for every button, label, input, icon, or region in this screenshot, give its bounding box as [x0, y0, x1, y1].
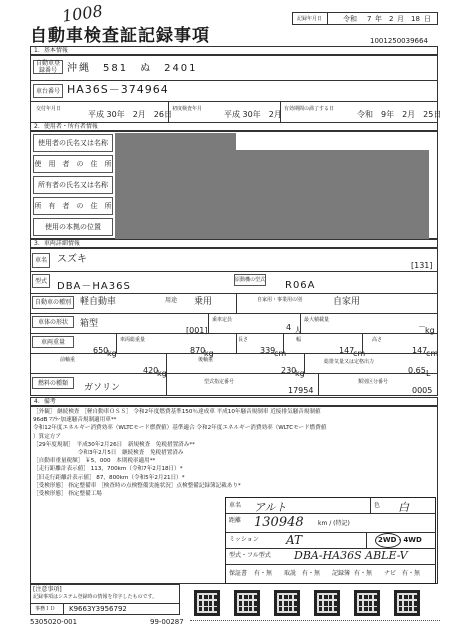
memo-chassis-value: DBA-HA36S ABLE-V: [294, 549, 408, 562]
memo-name-value: アルト: [254, 501, 287, 514]
qr-code-icon: [274, 590, 300, 616]
engine-label: 原動機の型式: [234, 274, 266, 286]
memo-chassis-label: 型式・フル型式: [229, 552, 271, 559]
shape-code: [001]: [186, 326, 208, 335]
remarks-line: ［外観］ 継続検査 ［軽自動車ＯＳＳ］ 令和2年度燃費基準150％達成車 平成10年騒音規制車 近接排気騒音規制値: [33, 409, 321, 415]
first-reg-label: 初度検査年月: [172, 106, 203, 112]
owner-row-label: 所 有 者 の 住 所: [33, 197, 113, 215]
drive-circle-mark: [375, 533, 401, 548]
memo-manual-value: 有・無: [302, 570, 321, 577]
remarks-line: ［29年度規制］ 平成30年2月26日 新規検査 免税措置済み**: [33, 441, 195, 448]
memo-warranty-label: 保証書: [229, 570, 248, 577]
height-value: 147: [412, 346, 428, 355]
memo-warranty-value: 有・無: [254, 570, 273, 577]
shape-value: 箱型: [80, 319, 99, 329]
qr-code-icon: [234, 590, 260, 616]
memo-record-value: 有・無: [354, 570, 373, 577]
memo-mileage-label: 距離: [229, 517, 242, 524]
max-load-value: －: [418, 322, 426, 331]
memo-name-label: 車名: [229, 502, 242, 509]
kind-value: 軽自動車: [80, 297, 117, 307]
use-value: 乗用: [194, 297, 213, 307]
notes-box: [30, 584, 180, 615]
rear-axle-label: 後軸重: [198, 357, 214, 363]
weight-value: 650: [93, 346, 109, 355]
vin-value: HA36S－374964: [67, 83, 169, 96]
section-owner-header: 2．使用者・所有者情報: [30, 122, 438, 131]
clerk-id-label: 事務ＩＤ: [35, 606, 56, 612]
maker-code: [131]: [411, 261, 433, 270]
max-load-label: 最大積載量: [304, 317, 330, 323]
memo-mileage-unit: km / (特記): [318, 520, 350, 527]
qr-code-icon: [354, 590, 380, 616]
kind-label: 自動車の種別: [32, 296, 74, 309]
print-date-label: 記録年月日: [297, 16, 323, 22]
footer-left-code: 5305020-001: [30, 618, 78, 626]
front-axle-label: 前軸重: [60, 357, 76, 363]
engine-value: R06A: [285, 280, 316, 291]
purpose-value: 自家用: [333, 297, 361, 307]
memo-mileage-value: 130948: [254, 515, 304, 530]
use-label: 用途: [165, 297, 178, 304]
type-number-value: 17954: [288, 386, 314, 395]
remarks-line: ［旧走行距離計表示値］ 87，800km（令和5年2月21日）*: [33, 474, 185, 481]
expiry-value: 令和 9年 2月 25日: [357, 110, 442, 119]
memo-color-value: 白: [398, 501, 409, 514]
redaction-block: [115, 133, 236, 239]
displacement-value: 0.65: [408, 366, 426, 375]
owner-row-label: 使用の本拠の位置: [33, 218, 113, 236]
redaction-block: [236, 150, 429, 239]
notes-line: 記録事項はシステム登録時の情報を印字したものです。: [33, 594, 158, 600]
maker-value: スズキ: [57, 254, 87, 265]
expiry-label: 有効期間の満了する日: [284, 106, 335, 112]
model-value: DBA－HA36S: [57, 281, 131, 292]
owner-row-label: 使 用 者 の 住 所: [33, 155, 113, 173]
section-basic-header: 1．基本情報: [30, 46, 438, 55]
issue-date-value: 平成 30年 2月 26日: [88, 110, 172, 119]
class-number-value: 0005: [412, 386, 433, 395]
rear-axle-value: 230: [281, 366, 297, 375]
remarks-line: ［受検形態］ 指定整備車 ［検査時の点検整備実施状況］点検整備記録簿記載あり*: [33, 482, 241, 489]
remarks-line: 令和12年度エネルギー消費効率（WLTCモード燃費値）基準適合 令和2年度エネルギー消費効率（WLTCモード燃費値: [33, 425, 327, 432]
first-reg-value: 平成 30年 2月: [224, 110, 282, 119]
fuel-value: ガソリン: [84, 383, 121, 393]
owner-row-label: 使用者の氏名又は名称: [33, 134, 113, 152]
remarks-line: ［自動車重量税額］ ￥5，000 本則税率適用**: [33, 458, 156, 465]
remarks-line: 令和3年2月5日 継続検査 免税措置済み: [33, 450, 184, 457]
shape-label: 車体の形状: [32, 316, 74, 328]
memo-drive-options: 2WD・4WD: [378, 536, 422, 544]
qr-code-icon: [194, 590, 220, 616]
owner-row-label: 所有者の氏名又は名称: [33, 176, 113, 194]
width-label: 幅: [296, 337, 302, 343]
reg-number-value: 沖縄 581 ぬ 2401: [67, 63, 198, 74]
issue-date-label: 交付年月日: [36, 106, 62, 112]
width-value: 147: [339, 346, 355, 355]
handwritten-note: 1008: [60, 1, 104, 26]
print-date-era: 令和: [343, 15, 357, 23]
memo-mission-value: AT: [286, 533, 303, 547]
remarks-text: [33, 408, 437, 498]
capacity-value: 4: [286, 323, 292, 332]
section-remarks-header: 4．備考: [30, 397, 438, 406]
remarks-line: ［受検形態］ 指定整備工場: [33, 491, 102, 498]
section-vehicle-header: 3．車両詳細情報: [30, 239, 438, 248]
gross-weight-value: 870: [190, 346, 206, 355]
print-date-box: 記録年月日 令和 7 年 2 月 18 日: [292, 12, 438, 25]
footer-mid-code: 99-00287: [150, 618, 184, 626]
memo-manual-label: 取説: [284, 570, 297, 577]
purpose-label: 自家用・事業用の別: [257, 297, 303, 303]
memo-sticker: [225, 497, 436, 584]
maker-label: 車名: [32, 253, 50, 268]
gross-weight-label: 車両総重量: [120, 337, 146, 343]
front-axle-value: 420: [143, 366, 159, 375]
capacity-label: 乗車定員: [212, 317, 233, 323]
memo-navi-label: ナビ: [384, 570, 397, 577]
remarks-line: ［走行距離計表示値］ 113，700km（令和7年2月18日）*: [33, 466, 183, 473]
fuel-label: 燃料の種類: [32, 377, 74, 389]
vin-label: 車台番号: [33, 84, 63, 98]
length-value: 339: [260, 346, 276, 355]
qr-code-icon: [394, 590, 420, 616]
page-title: 自動車検査証記録事項: [30, 26, 210, 46]
document-number: 1001250039664: [370, 37, 428, 45]
remarks-line: ）算定方ア: [33, 433, 61, 440]
displacement-label: 総排気量又は定格出力: [324, 359, 375, 365]
qr-code-icon: [314, 590, 340, 616]
memo-navi-value: 有・無: [402, 570, 421, 577]
reg-number-label: 自動車登録番号: [33, 60, 63, 74]
memo-record-label: 記録簿: [332, 570, 351, 577]
footer-perforation: [190, 620, 440, 625]
memo-color-label: 色: [374, 502, 381, 509]
height-label: 高さ: [372, 337, 383, 343]
type-number-label: 型式指定番号: [204, 379, 235, 385]
remarks-line: 96dB ﾏﾌﾗｰ加速騒音規制適用車**: [33, 417, 117, 424]
notes-label: [注意事項]: [33, 586, 62, 593]
length-label: 長さ: [238, 337, 249, 343]
class-number-label: 類別区分番号: [358, 379, 389, 385]
model-label: 型式: [32, 274, 50, 288]
clerk-id-value: K9663Y3956792: [69, 605, 127, 613]
weight-label: 車両重量: [32, 336, 74, 348]
memo-mission-label: ミッション: [229, 536, 259, 543]
